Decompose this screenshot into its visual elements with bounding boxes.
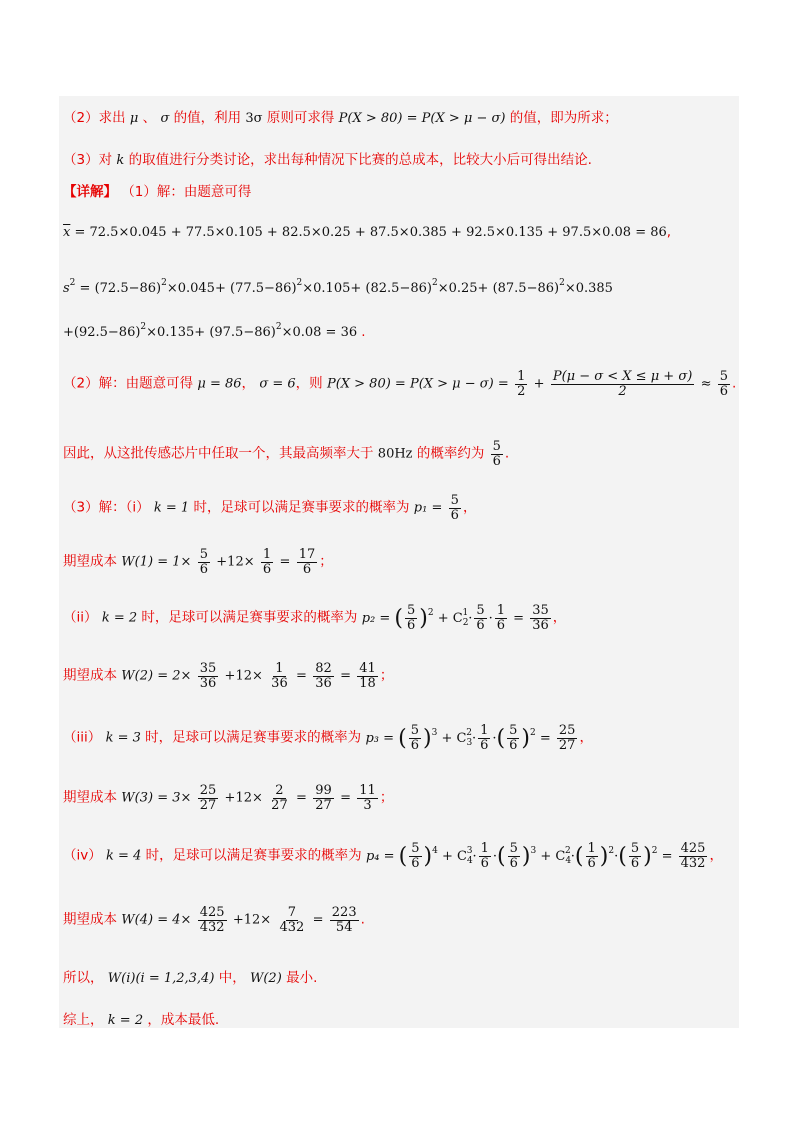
expected-cost-2: 期望成本 W(2) = 2× $\frac{35}{36}$ +12× $\frac{1}{36}$ = $\frac{82}{36}$ = $\frac{41}{18}$ ； xyxy=(63,661,394,691)
variance-equation-line2: $+(92.5-86)^2\times 0.135+ (97.5-86)^2\times 0.08 = 36$ . xyxy=(63,322,366,340)
step-3-outline: （3）对 k 的取值进行分类讨论，求出每种情况下比赛的总成本，比较大小后可得出结论. xyxy=(63,152,592,168)
part-2-conclusion: 因此，从这批传感芯片中任取一个，其最高频率大于 80Hz 的概率约为 $\frac{5}{6}$ . xyxy=(63,439,510,469)
comparison-sentence: 所以， W(i)(i = 1,2,3,4) 中， W(2) 最小. xyxy=(63,970,318,986)
mean-equation: $\overline{x} = 72.5\times 0.045 + 77.5\times 0.105 + 82.5\times 0.25 + 87.5\times 0.385 + 92.5\times 0.135 + 97.5\times 0.08 = 86$, xyxy=(63,224,672,240)
part-3-case-2: （ii） k = 2 时，足球可以满足赛事要求的概率为 p₂ = ( $\frac{5}{6}$ )$^2 + C_2^1\cdot$ $\frac{5}{6}$ · $\frac{1}{6}$ = $\frac{35}{36}$ ， xyxy=(63,603,567,633)
part-3-case-1: （3）解：（i） k = 1 时，足球可以满足赛事要求的概率为 p₁ = $\frac{5}{6}$ ， xyxy=(63,493,477,523)
final-conclusion: 综上， k = 2 ，成本最低. xyxy=(63,1012,220,1028)
detail-heading: 【详解】 （1）解：由题意可得 xyxy=(63,184,252,200)
expected-cost-3: 期望成本 W(3) = 3× $\frac{25}{27}$ +12× $\frac{2}{27}$ = $\frac{99}{27}$ = $\frac{11}{3}$ ； xyxy=(63,783,394,813)
step-2-outline: （2）求出 μ 、 σ 的值，利用 3σ 原则可求得 P(X > 80) = P(X > μ − σ) 的值，即为所求； xyxy=(63,110,618,126)
variance-equation-line1: $s^2 = (72.5-86)^2\times 0.045+ (77.5-86)^2\times 0.105+ (82.5-86)^2\times 0.25+ (87.5-86)^2\times 0.385$ xyxy=(63,278,613,296)
part-2-solution: （2）解：由题意可得 μ = 86， σ = 6，则 P(X > 80) = P(X > μ − σ) = $\frac{1}{2}$ + $\frac{P(\mu - \sigma < X \le \mu + \sigma)}{2}$ ≈ $\frac{5}{6}$ . xyxy=(63,369,737,399)
expected-cost-4: 期望成本 W(4) = 4× $\frac{425}{432}$ +12× $\frac{7}{432}$ = $\frac{223}{54}$ . xyxy=(63,905,365,935)
part-3-case-3: （iii） k = 3 时，足球可以满足赛事要求的概率为 p₃ = ( $\frac{5}{6}$ )$^3 + C_3^2\cdot$ $\frac{1}{6}$ ·( $\frac{5}{6}$ )$^2$ = $\frac{25}{27}$ ， xyxy=(63,723,593,753)
expected-cost-1: 期望成本 W(1) = 1× $\frac{5}{6}$ +12× $\frac{1}{6}$ = $\frac{17}{6}$ ； xyxy=(63,547,333,577)
part-3-case-4: （iv） k = 4 时，足球可以满足赛事要求的概率为 p₄ = ( $\frac{5}{6}$ )$^4 + C_4^3\cdot$ $\frac{1}{6}$ ·( $\frac{5}{6}$ )$^3 + C_4^2\cdot$( $\frac{1}{6}$ )$^2$·( $\frac{5}{6}$ )$^2$ = $\frac{425}{432}$ ， xyxy=(63,841,723,871)
